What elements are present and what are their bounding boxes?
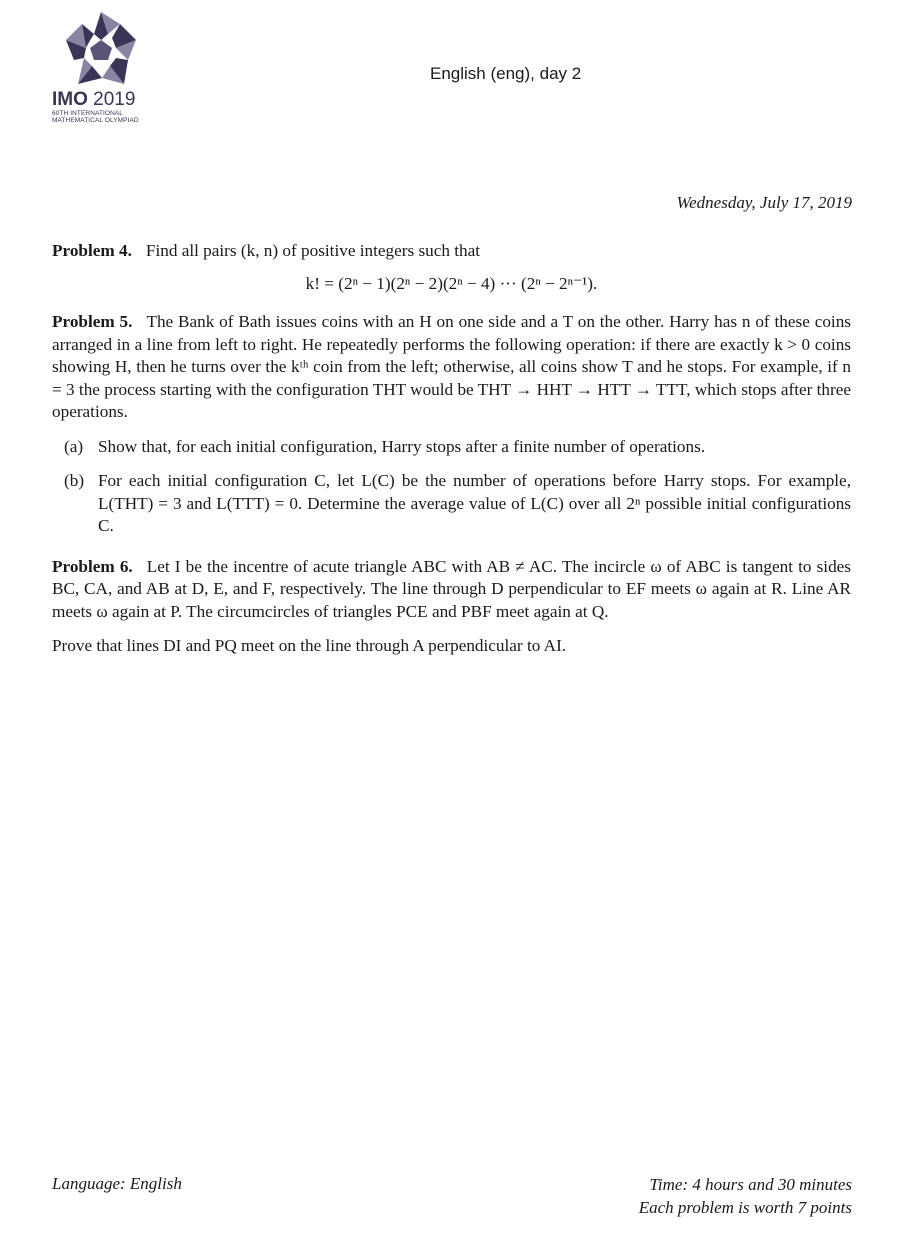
problem-4-title: Problem 4. (52, 241, 132, 260)
footer-info (639, 1174, 852, 1219)
problem-6-text-2: Prove that lines DI and PQ meet on the line through A perpendicular to AI. (52, 636, 567, 655)
exam-date: Wednesday, July 17, 2019 (676, 193, 852, 212)
problem-5-text: The Bank of Bath issues coins with an H on one side and a T on the other. Harry has n of these coins arranged in a line from left to right. He repeatedly performs the following operation: if there are exactly k > 0 coins showing H, then he turns over the kᵗʰ coin from the left; otherwise, all coins show T and he stops. For example, if n = 3 the process starting with the configuration THT would be THT → HHT → HTT → TTT, which stops after three operations. (52, 312, 851, 421)
problem-5-title: Problem 5. (52, 312, 133, 331)
problem-4-formula: k! = (2ⁿ − 1)(2ⁿ − 2)(2ⁿ − 4) ··· (2ⁿ − 2ⁿ⁻¹). (305, 273, 598, 293)
part-b-label: (b) (64, 471, 85, 490)
problem-6-title: Problem 6. (52, 556, 133, 576)
imo-logo (52, 10, 152, 124)
problem-4 (52, 240, 851, 263)
problem-6-text: Let I be the incentre of acute triangle ABC with AB ≠ AC. The incircle ω of ABC is tangent to sides BC, CA, and AB at D, E, and F, respectively. The line through D perpendicular to EF meets ω again at R. Line AR meets ω again at P. The circumcircles of triangles PCE and PBF meet again at Q. (52, 556, 851, 621)
logo-subtitle-2: MATHEMATICAL OLYMPIAD (52, 117, 139, 124)
logo-subtitle-1: 60TH INTERNATIONAL (52, 110, 124, 117)
problem-4-text: Find all pairs (k, n) of positive integers such that (145, 241, 481, 260)
language-day-label: English (eng), day 2 (430, 64, 582, 83)
footer-points: Each problem is worth 7 points (638, 1197, 852, 1217)
problem-5-part-a (52, 436, 851, 459)
part-b-text: For each initial configuration C, let L(C) be the number of operations before Harry stops. For example, L(THT) = 3 and L(TTT) = 0. Determine the average value of L(C) over all 2ⁿ possible initial configurations C. (98, 471, 851, 535)
logo-title: IMO 2019 (52, 89, 136, 110)
problem-5-part-b (52, 470, 851, 538)
problems-section (52, 240, 851, 658)
imo-star-logo-icon (62, 10, 140, 88)
part-a-text: Show that, for each initial configuration, Harry stops after a finite number of operations. (98, 436, 706, 456)
problem-5 (52, 311, 851, 424)
footer-language: Language: English (52, 1174, 182, 1193)
footer-time: Time: 4 hours and 30 minutes (649, 1175, 852, 1194)
problem-6 (52, 556, 851, 624)
part-a-label: (a) (64, 436, 84, 456)
